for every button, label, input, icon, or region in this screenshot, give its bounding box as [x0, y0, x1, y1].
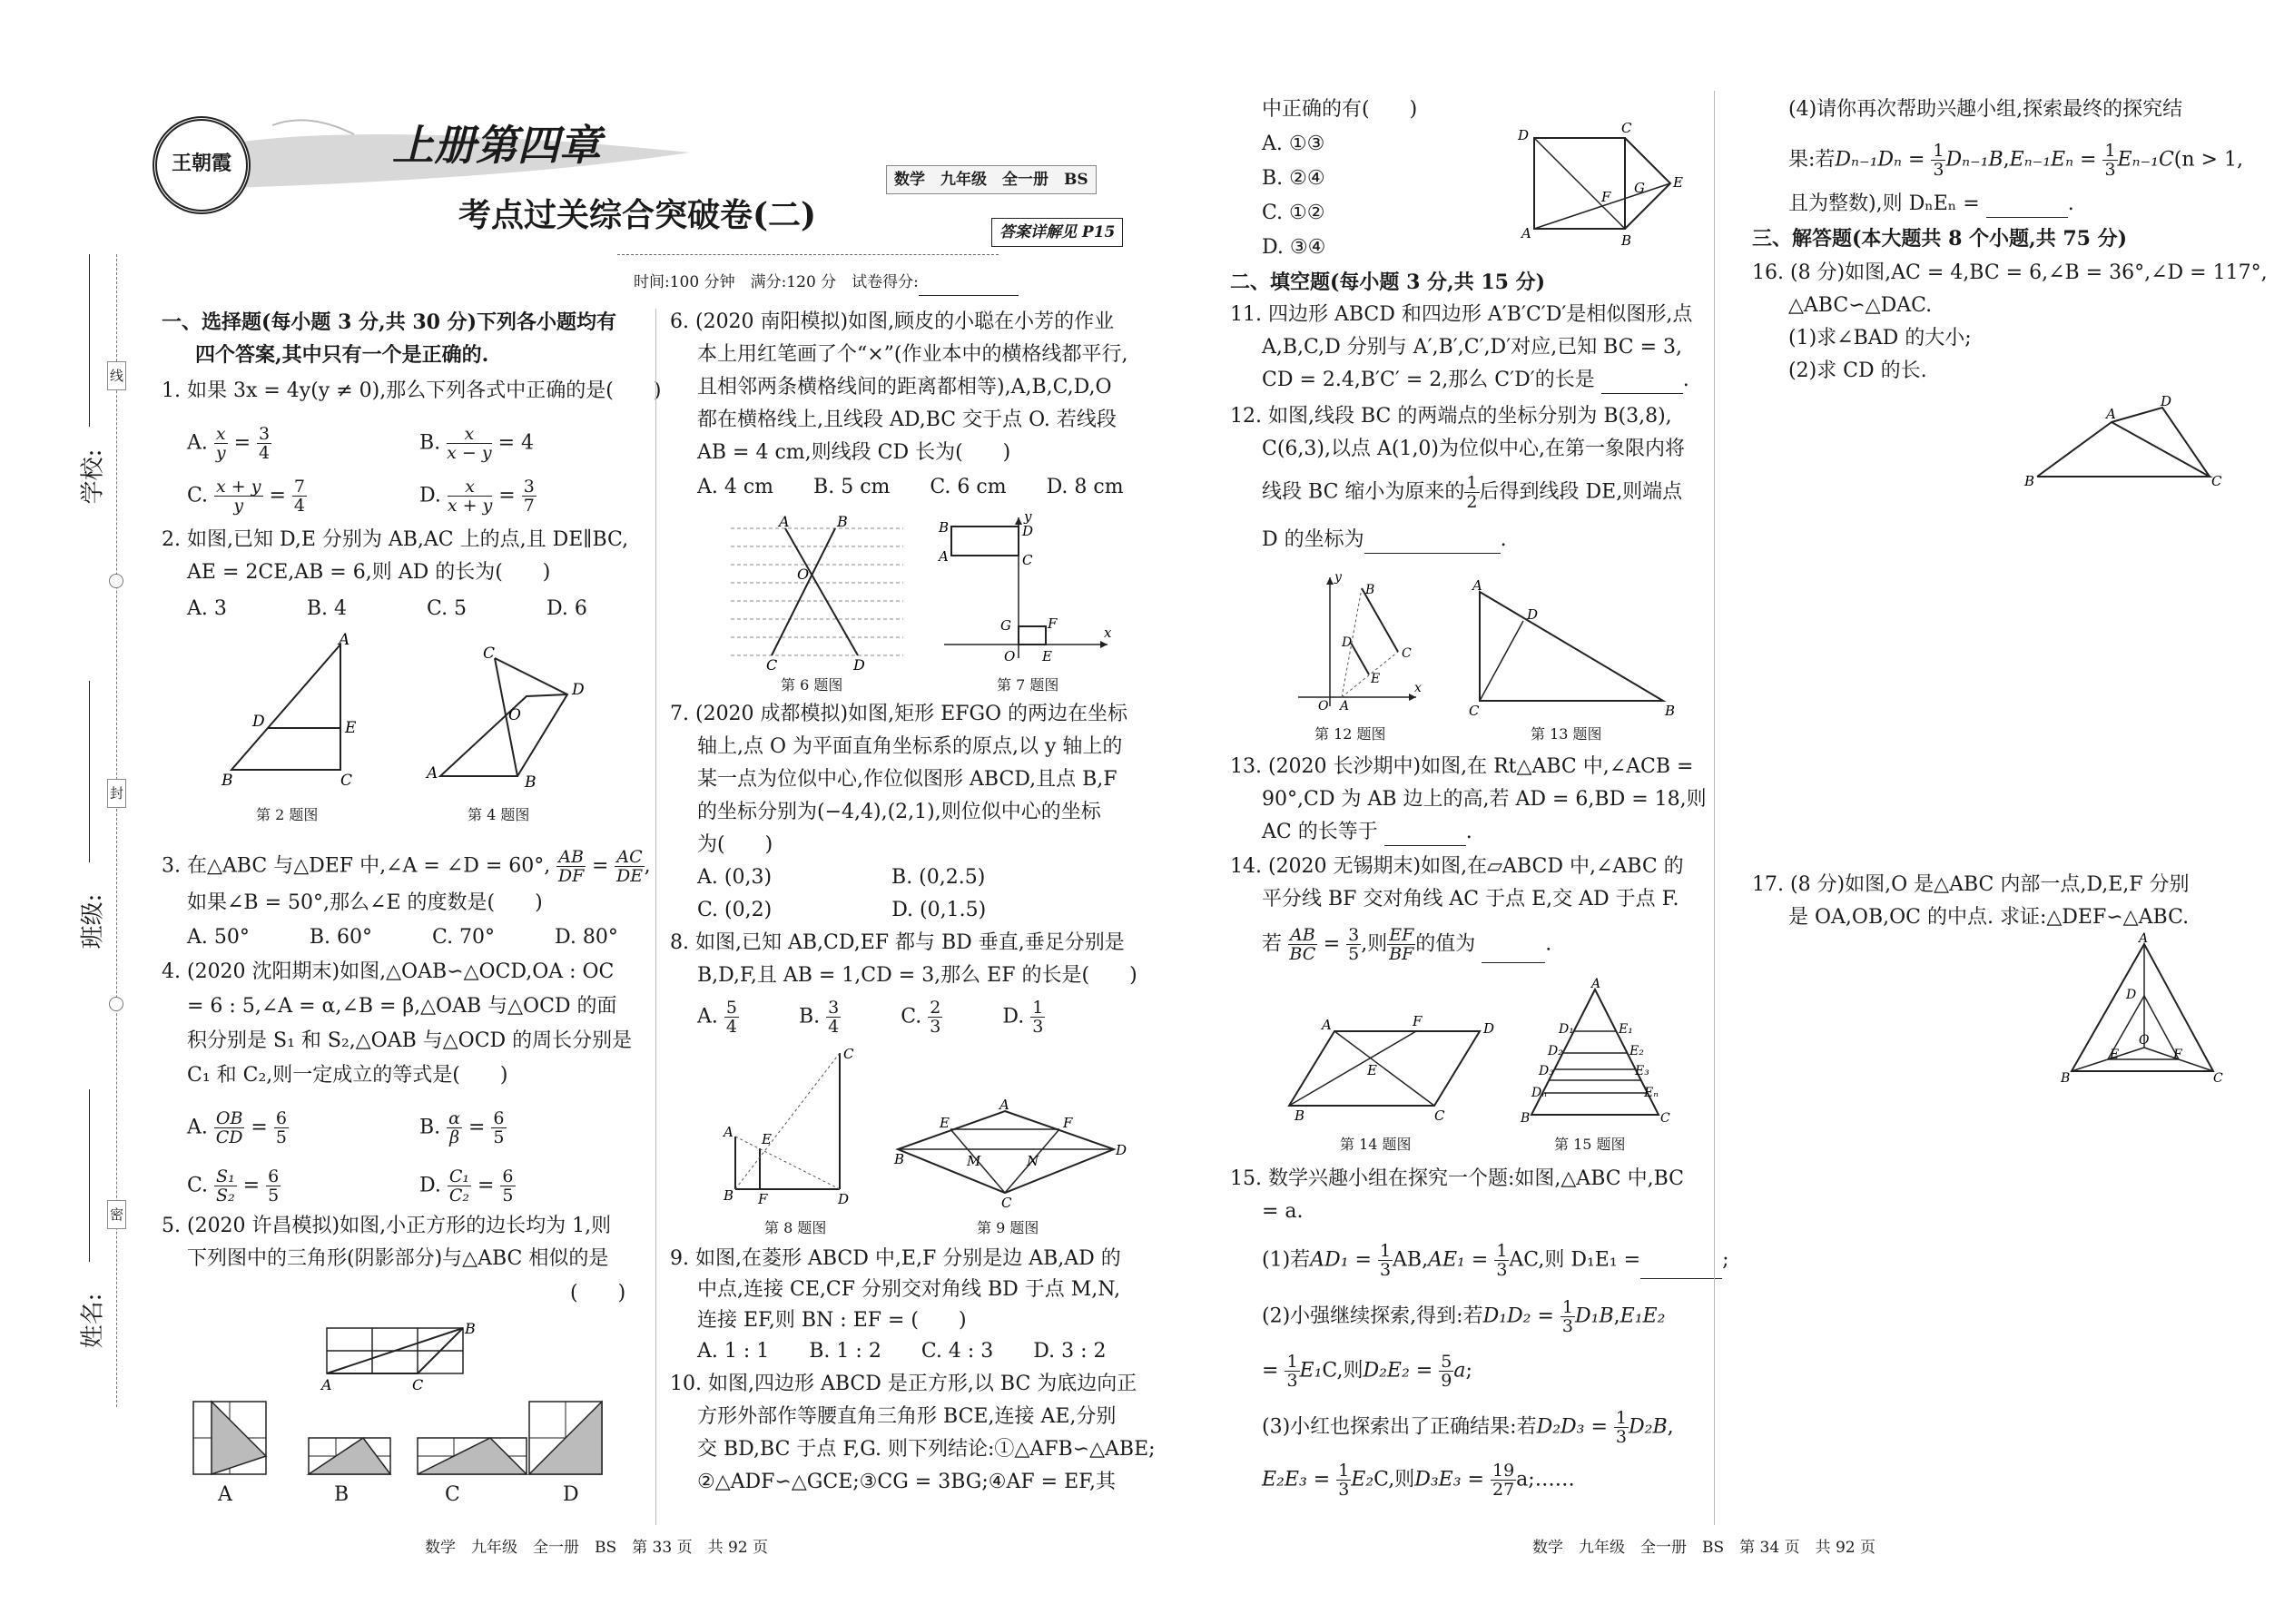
q15-part4-line3: 且为整数),则 DₙEₙ = .	[1788, 191, 2074, 218]
svg-text:D: D	[838, 1191, 850, 1207]
q4-opt-b[interactable]: B. $\frac{\alpha}{\beta}$ = $\frac{6}{5}$	[419, 1108, 505, 1147]
svg-text:x: x	[1414, 681, 1422, 695]
col-divider-1	[655, 309, 656, 1525]
q4-line2: = 6 : 5,∠A = α,∠B = β,△OAB 与△OCD 的面	[187, 995, 617, 1018]
svg-text:D: D	[1483, 1020, 1495, 1037]
svg-text:C: C	[1001, 1195, 1012, 1211]
svg-text:E: E	[940, 1115, 950, 1131]
q15-line2: = a.	[1262, 1200, 1304, 1223]
q9-line3: 连接 EF,则 BN : EF = ( )	[697, 1309, 967, 1332]
svg-text:F: F	[2173, 1048, 2182, 1062]
svg-text:O: O	[2139, 1033, 2150, 1048]
svg-text:B: B	[939, 519, 950, 536]
q2-line2: AE = 2CE,AB = 6,则 AD 的长为( )	[187, 561, 551, 584]
svg-text:B: B	[1621, 232, 1632, 249]
q7-line1: 7. (2020 成都模拟)如图,矩形 EFGO 的两边在坐标	[670, 703, 1128, 725]
fig-q14	[1289, 1006, 1498, 1124]
svg-text:E: E	[2110, 1048, 2120, 1062]
section2-heading: 二、填空题(每小题 3 分,共 15 分)	[1230, 271, 1546, 294]
q14-answer-blank[interactable]	[1482, 942, 1545, 963]
q3-options[interactable]: A. 50° B. 60° C. 70° D. 80°	[187, 926, 618, 949]
svg-text:A: A	[321, 1376, 332, 1393]
chapter-title: 上册第四章	[392, 121, 601, 170]
footer-left: 数学 九年级 全一册 BS 第 33 页 共 92 页	[425, 1539, 769, 1557]
q1-stem: 1. 如果 3x = 4y(y ≠ 0),那么下列各式中正确的是( )	[162, 379, 662, 402]
q17-answer-area[interactable]	[1752, 1089, 2224, 1489]
q14-line1: 14. (2020 无锡期末)如图,在▱ABCD 中,∠ABC 的	[1230, 855, 1684, 878]
svg-text:O: O	[1004, 648, 1016, 664]
svg-text:A: A	[1591, 977, 1601, 991]
q6-line5: AB = 4 cm,则线段 CD 长为( )	[697, 441, 1011, 464]
svg-text:B: B	[2061, 1071, 2071, 1086]
caption-q9: 第 9 题图	[977, 1219, 1039, 1236]
header-dash	[617, 254, 999, 255]
q4-line3: 积分别是 S₁ 和 S₂,△OAB 与△OCD 的周长分别是	[187, 1029, 633, 1052]
svg-text:B: B	[2024, 473, 2035, 489]
q15-part3: (3)小红也探索出了正确结果:若D₂D₃ = $\frac{1}{3}$ D₂B,	[1262, 1408, 1674, 1447]
svg-text:D: D	[1342, 635, 1353, 650]
q2-line1: 2. 如图,已知 D,E 分别为 AB,AC 上的点,且 DE∥BC,	[162, 528, 629, 551]
svg-text:M: M	[967, 1153, 981, 1169]
q11-line3: CD = 2.4,B′C′ = 2,那么 C′D′的长是 .	[1262, 367, 1689, 394]
q7-line4: 的坐标分别为(−4,4),(2,1),则位似中心的坐标	[697, 801, 1101, 823]
q10-opt-a[interactable]: A. ①③	[1262, 133, 1325, 155]
svg-text:A: A	[1521, 225, 1531, 241]
svg-text:A: A	[1322, 1017, 1332, 1033]
svg-text:B: B	[222, 772, 233, 790]
svg-text:C: C	[412, 1376, 424, 1393]
q4-opt-c[interactable]: C. $\frac{\text{S₁}}{\text{S₂}}$ = $\frac{6}{5}$	[187, 1166, 280, 1206]
svg-text:E: E	[762, 1131, 772, 1147]
seal-mark-seal: 封	[107, 779, 126, 808]
svg-text:y: y	[1334, 570, 1342, 585]
q16-answer-area[interactable]	[1752, 490, 2224, 853]
q9-line2: 中点,连接 CE,CF 分别交对角线 BD 于点 M,N,	[697, 1278, 1121, 1301]
svg-text:E: E	[1367, 1062, 1377, 1078]
svg-text:D₃: D₃	[1539, 1064, 1554, 1078]
option-a-grid	[193, 1402, 266, 1474]
q4-line1: 4. (2020 沈阳期末)如图,△OAB∽△OCD,OA : OC	[162, 960, 615, 983]
q5-line2: 下列图中的三角形(阴影部分)与△ABC 相似的是	[187, 1247, 609, 1270]
q9-line1: 9. 如图,在菱形 ABCD 中,E,F 分别是边 AB,AD 的	[670, 1247, 1121, 1270]
q14-line3: 若 $\frac{AB}{BC}$ = $\frac{3}{5}$ ,则 $\frac{EF}{BF}$ 的值为 .	[1262, 925, 1552, 964]
q16-line3: (1)求∠BAD 的大小;	[1788, 327, 1972, 349]
caption-q6: 第 6 题图	[781, 676, 843, 694]
svg-text:N: N	[1027, 1153, 1039, 1169]
q7-line2: 轴上,点 O 为平面直角坐标系的原点,以 y 轴上的	[697, 735, 1123, 758]
svg-text:O: O	[508, 706, 521, 724]
svg-text:D: D	[1527, 606, 1539, 623]
school-label: 学校:	[79, 448, 107, 505]
caption-q15: 第 15 题图	[1554, 1136, 1626, 1153]
fig-q17	[2061, 931, 2224, 1089]
svg-text:C: C	[340, 772, 353, 790]
q8-line1: 8. 如图,已知 AB,CD,EF 都与 BD 垂直,垂足分别是	[670, 931, 1125, 954]
q4-opt-a[interactable]: A. $\frac{OB}{CD}$ = $\frac{6}{5}$	[187, 1108, 287, 1147]
q1-opt-a[interactable]: A. $\frac{x}{y}$ = $\frac{3}{4}$	[187, 424, 271, 463]
section3-heading: 三、解答题(本大题共 8 个小题,共 75 分)	[1752, 227, 2128, 251]
q10-line4: ②△ADF∽△GCE;③CG = 3BG;④AF = EF,其	[697, 1471, 1116, 1493]
fig-q16	[2024, 395, 2224, 495]
option-b-grid	[309, 1438, 390, 1474]
q8-options[interactable]: A. $\frac{5}{4}$ B. $\frac{3}{4}$ C. $\frac{2}{3}$ D. $\frac{1}{3}$	[697, 998, 1044, 1037]
svg-text:B: B	[465, 1320, 476, 1337]
svg-text:F: F	[1413, 1013, 1423, 1029]
seal-mark-secret: 密	[107, 1200, 126, 1229]
q1-opt-b[interactable]: B. $\frac{x}{x - y}$ = 4	[419, 424, 535, 463]
caption-q14: 第 14 题图	[1340, 1136, 1412, 1153]
q5-label-c[interactable]: C	[445, 1483, 460, 1506]
q7-options-2[interactable]: C. (0,2) D. (0,1.5)	[697, 899, 987, 921]
q5-label-d[interactable]: D	[563, 1483, 579, 1506]
svg-text:A: A	[779, 513, 790, 530]
svg-text:A: A	[724, 1124, 733, 1140]
svg-text:G: G	[1634, 180, 1645, 196]
subject-tag: 数学 九年级 全一册 BS	[886, 165, 1097, 194]
svg-text:A: A	[999, 1097, 1009, 1113]
svg-text:A: A	[1472, 577, 1482, 594]
svg-text:E: E	[1673, 174, 1683, 191]
svg-text:F: F	[1048, 615, 1058, 632]
svg-text:E₃: E₃	[1635, 1064, 1649, 1078]
svg-text:B: B	[1365, 583, 1375, 597]
q6-line1: 6. (2020 南阳模拟)如图,顾皮的小聪在小芳的作业	[670, 310, 1115, 333]
name-label: 姓名:	[79, 1293, 107, 1349]
svg-text:A: A	[939, 548, 949, 565]
caption-q2: 第 2 题图	[256, 806, 319, 823]
q16-line1: 16. (8 分)如图,AC = 4,BC = 6,∠B = 36°,∠D = 117°,	[1752, 261, 2268, 284]
name-field[interactable]	[89, 1089, 90, 1262]
class-field[interactable]	[89, 681, 90, 862]
svg-text:B: B	[837, 513, 848, 530]
fig-q8	[722, 1044, 876, 1207]
svg-text:C: C	[766, 656, 778, 674]
q15-part2b: = $\frac{1}{3}$ E₁C,则D₂E₂ = $\frac{5}{9}$ a;	[1262, 1352, 1472, 1391]
q15-part3b: E₂E₃ = $\frac{1}{3}$ E₂C,则D₃E₃ = $\frac{19}{27}$ a;……	[1262, 1461, 1575, 1500]
svg-text:E₁: E₁	[1619, 1022, 1633, 1037]
q13-line1: 13. (2020 长沙期中)如图,在 Rt△ABC 中,∠ACB =	[1230, 755, 1694, 778]
q6-line2: 本上用红笔画了个“×”(作业本中的横格线都平行,	[697, 343, 1128, 366]
punch-hole-1	[109, 574, 123, 588]
q3-line1: 3. 在△ABC 与△DEF 中,∠A = ∠D = 60°, $\frac{AB}{DF}$ = $\frac{AC}{DE}$ ,	[162, 847, 651, 886]
q4-line4: C₁ 和 C₂,则一定成立的等式是( )	[187, 1064, 508, 1087]
fig-q7	[935, 508, 1117, 663]
svg-text:D: D	[2161, 393, 2172, 409]
svg-text:B: B	[525, 773, 537, 792]
school-field[interactable]	[89, 254, 90, 427]
svg-text:E: E	[1042, 648, 1052, 664]
logo-badge	[153, 116, 251, 214]
q3-line2: 如果∠B = 50°,那么∠E 的度数是( )	[187, 891, 543, 914]
fig-q2	[209, 631, 372, 790]
q16-line4: (2)求 CD 的长.	[1788, 359, 1927, 382]
svg-text:D₁: D₁	[1559, 1022, 1574, 1037]
fig-q6	[726, 513, 908, 674]
q11-line2: A,B,C,D 分别与 A′,B′,C′,D′对应,已知 BC = 3,	[1262, 336, 1682, 359]
q13-answer-blank[interactable]	[1384, 825, 1466, 846]
q4-opt-d[interactable]: D. $\frac{\text{C₁}}{\text{C₂}}$ = $\frac{6}{5}$	[419, 1166, 514, 1206]
svg-text:F: F	[758, 1191, 768, 1207]
q12-line3: 线段 BC 缩小为原来的 $\frac{1}{2}$ 后得到线段 DE,则端点	[1262, 473, 1683, 512]
q15-part1: (1)若AD₁ = $\frac{1}{3}$ AB,AE₁ = $\frac{1}{3}$ AC,则 D₁E₁ = ;	[1262, 1241, 1729, 1280]
svg-text:D: D	[1022, 523, 1034, 539]
q15-1-answer-blank[interactable]	[1640, 1258, 1722, 1279]
svg-text:C: C	[1402, 646, 1412, 661]
fig-q4	[418, 640, 599, 794]
q10-opt-c[interactable]: C. ①②	[1262, 202, 1325, 224]
fig-q5-options	[186, 1394, 604, 1494]
fig-q15	[1511, 977, 1675, 1126]
svg-text:E₂: E₂	[1629, 1044, 1644, 1058]
q10-line5: 中正确的有( )	[1262, 98, 1418, 121]
q5-label-b[interactable]: B	[334, 1483, 350, 1506]
svg-text:A: A	[427, 764, 438, 782]
q5-line1: 5. (2020 许昌模拟)如图,小正方形的边长均为 1,则	[162, 1215, 612, 1237]
svg-text:A: A	[2106, 406, 2116, 422]
svg-text:y: y	[1024, 508, 1032, 525]
class-label: 班级:	[79, 893, 107, 950]
svg-text:B: B	[1521, 1111, 1531, 1126]
option-d-grid	[529, 1402, 602, 1474]
fig-q12	[1289, 570, 1425, 715]
q14-line2: 平分线 BF 交对角线 AC 于点 E,交 AD 于点 F.	[1262, 888, 1679, 910]
q2-options[interactable]: A. 3 B. 4 C. 5 D. 6	[187, 597, 587, 620]
svg-text:B: B	[1295, 1107, 1305, 1124]
q12-line2: C(6,3),以点 A(1,0)为位似中心,在第一象限内将	[1262, 438, 1686, 460]
time-score-line	[634, 269, 1019, 296]
q7-line3: 某一点为位似中心,作位似图形 ABCD,且点 B,F	[697, 768, 1117, 791]
q7-line5: 为( )	[697, 833, 773, 856]
seal-mark-line: 线	[107, 361, 126, 390]
q10-opt-d[interactable]: D. ③④	[1262, 236, 1326, 259]
q11-line1: 11. 四边形 ABCD 和四边形 A′B′C′D′是相似图形,点	[1230, 303, 1693, 326]
q15-part4-line1: (4)请你再次帮助兴趣小组,探索最终的探究结	[1788, 98, 2183, 121]
caption-q13: 第 13 题图	[1531, 725, 1602, 743]
q17-line2: 是 OA,OB,OC 的中点. 求证:△DEF∽△ABC.	[1788, 906, 2190, 929]
svg-text:B: B	[894, 1151, 905, 1167]
svg-text:D: D	[853, 656, 865, 674]
q6-line4: 都在横格线上,且线段 AD,BC 交于点 O. 若线段	[697, 408, 1117, 431]
caption-q7: 第 7 题图	[997, 676, 1059, 694]
fig-q9	[894, 1097, 1130, 1211]
svg-text:E: E	[1371, 672, 1381, 686]
punch-hole-2	[109, 997, 123, 1011]
q6-options[interactable]: A. 4 cm B. 5 cm C. 6 cm D. 8 cm	[697, 476, 1124, 498]
svg-text:B: B	[1665, 703, 1676, 719]
svg-text:C: C	[1469, 703, 1480, 719]
q1-opt-c[interactable]: C. $\frac{x + y}{y}$ = $\frac{7}{4}$	[187, 477, 306, 516]
q15-4-answer-blank[interactable]	[1986, 197, 2068, 218]
q11-answer-blank[interactable]	[1601, 373, 1683, 394]
svg-text:O: O	[797, 566, 810, 583]
svg-text:Dₙ: Dₙ	[1531, 1086, 1547, 1100]
q5-line3: ( )	[570, 1282, 626, 1304]
caption-q12: 第 12 题图	[1314, 725, 1386, 743]
q6-line3: 且相邻两条横格线间的距离都相等),A,B,C,D,O	[697, 376, 1112, 399]
svg-text:D₂: D₂	[1548, 1044, 1563, 1058]
option-c-grid	[418, 1438, 527, 1474]
svg-text:Eₙ: Eₙ	[1644, 1086, 1659, 1100]
q10-line2: 方形外部作等腰直角三角形 BCE,连接 AE,分别	[697, 1405, 1117, 1428]
fig-q13	[1462, 577, 1679, 719]
time-score-text: 时间:100 分钟 满分:120 分 试卷得分:	[634, 273, 919, 291]
svg-text:A: A	[2139, 931, 2149, 946]
svg-text:C: C	[2211, 473, 2222, 489]
svg-text:D: D	[252, 713, 265, 731]
q12-line1: 12. 如图,线段 BC 的两端点的坐标分别为 B(3,8),	[1230, 405, 1672, 428]
svg-text:C: C	[1022, 552, 1033, 568]
footer-right: 数学 九年级 全一册 BS 第 34 页 共 92 页	[1532, 1539, 1876, 1557]
svg-text:C: C	[1660, 1111, 1670, 1126]
q9-options[interactable]: A. 1 : 1 B. 1 : 2 C. 4 : 3 D. 3 : 2	[697, 1340, 1107, 1363]
svg-text:C: C	[483, 645, 496, 663]
fig-q5-abc	[320, 1321, 483, 1393]
q15-line1: 15. 数学兴趣小组在探究一个题:如图,△ABC 中,BC	[1230, 1167, 1684, 1190]
q7-options-1[interactable]: A. (0,3) B. (0,2.5)	[697, 866, 986, 889]
q16-line2: △ABC∽△DAC.	[1788, 294, 1933, 317]
q10-line3: 交 BD,BC 于点 F,G. 则下列结论:①△AFB∽△ABE;	[697, 1438, 1156, 1461]
q10-line1: 10. 如图,四边形 ABCD 是正方形,以 BC 为底边向正	[670, 1373, 1137, 1395]
q12-answer-blank[interactable]	[1364, 533, 1501, 554]
answer-ref: 答案详解见 P15	[991, 218, 1123, 247]
svg-text:C: C	[2213, 1071, 2223, 1086]
q15-part2: (2)小强继续探索,得到:若D₁D₂ = $\frac{1}{3}$ D₁B,E₁E₂	[1262, 1297, 1666, 1336]
svg-text:C: C	[1621, 120, 1632, 136]
caption-q8: 第 8 题图	[764, 1219, 827, 1236]
svg-text:E: E	[345, 719, 357, 737]
binding-line	[116, 254, 117, 1407]
section1-heading-2: 四个答案,其中只有一个是正确的.	[195, 343, 489, 367]
svg-text:G: G	[1000, 617, 1011, 634]
logo-text: 王朝霞	[171, 152, 231, 175]
svg-text:A: A	[339, 631, 350, 649]
svg-text:O: O	[1318, 699, 1329, 714]
q13-line3: AC 的长等于 .	[1262, 819, 1472, 846]
fig-q10	[1507, 118, 1689, 254]
svg-text:D: D	[572, 681, 585, 699]
svg-text:B: B	[724, 1187, 734, 1204]
paper-subtitle: 考点过关综合突破卷(二)	[458, 196, 817, 234]
svg-text:F: F	[1601, 189, 1611, 205]
caption-q4: 第 4 题图	[468, 806, 530, 823]
q15-part4-line2: 果:若Dₙ₋₁Dₙ = $\frac{1}{3}$ Dₙ₋₁B,Eₙ₋₁Eₙ = $\frac{1}{3}$ Eₙ₋₁C(n > 1,	[1788, 141, 2243, 180]
section1-heading: 一、选择题(每小题 3 分,共 30 分)下列各小题均有	[162, 310, 617, 334]
svg-text:x: x	[1104, 625, 1112, 641]
score-field[interactable]	[919, 275, 1019, 296]
svg-text:C: C	[843, 1046, 854, 1062]
svg-text:C: C	[1434, 1107, 1445, 1124]
q10-opt-b[interactable]: B. ②④	[1262, 167, 1325, 190]
q1-opt-d[interactable]: D. $\frac{x}{x + y}$ = $\frac{3}{7}$	[419, 477, 535, 516]
svg-text:D: D	[2126, 988, 2137, 1002]
q13-line2: 90°,CD 为 AB 边上的高,若 AD = 6,BD = 18,则	[1262, 788, 1707, 811]
svg-text:F: F	[1063, 1115, 1073, 1131]
q8-line2: B,D,F,且 AB = 1,CD = 3,那么 EF 的长是( )	[697, 964, 1137, 987]
svg-text:A: A	[1340, 699, 1350, 714]
q17-line1: 17. (8 分)如图,O 是△ABC 内部一点,D,E,F 分别	[1752, 873, 2190, 896]
svg-text:D: D	[1116, 1142, 1127, 1158]
q5-label-a[interactable]: A	[218, 1483, 232, 1506]
q12-line4: D 的坐标为 .	[1262, 527, 1507, 554]
svg-text:D: D	[1518, 127, 1530, 143]
col-divider-2	[1714, 91, 1715, 1525]
